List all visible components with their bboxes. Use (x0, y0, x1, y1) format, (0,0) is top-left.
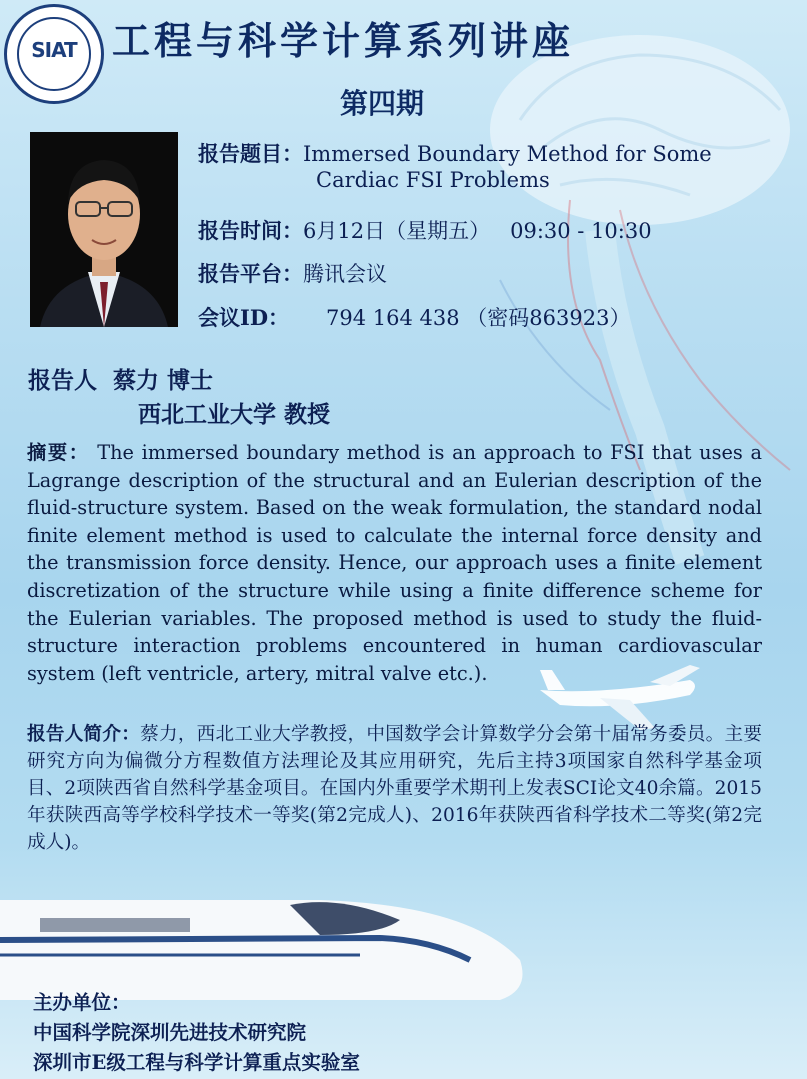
logo-text: SIAT (31, 38, 77, 62)
speaker-bio (27, 721, 762, 856)
page-title: 工程与科学计算系列讲座 (112, 18, 575, 63)
time-label: 报告时间： (198, 218, 303, 243)
platform-value: 腾讯会议 (303, 262, 387, 286)
abstract (27, 439, 762, 687)
meeting-row (198, 302, 630, 332)
host-org1: 中国科学院深圳先进技术研究院 (33, 1021, 307, 1044)
abstract-text: The immersed boundary method is an approach to FSI that uses a Lagrange description of the structural and an Eulerian description of the fluid-structure system. Based on the weak formulation, the standard nodal finite element method is used to calculate the internal force density and the transmission force density. Hence, our approach uses a finite element discretization of the structure while using a finite difference scheme for the Eulerian variables. The proposed method is used to study the fluid-structure interaction problems encountered in human cardiovascular system (left ventricle, artery, mitral valve etc.). (27, 441, 762, 685)
topic-line2: Cardiac FSI Problems (316, 168, 550, 192)
topic-label: 报告题目： (198, 141, 303, 166)
time-row (198, 215, 652, 245)
bio-label: 报告人简介： (27, 724, 141, 745)
topic-line1: Immersed Boundary Method for Some (303, 142, 712, 166)
meeting-label: 会议ID： (198, 305, 290, 330)
meeting-value: 794 164 438 （密码863923） (326, 306, 631, 330)
bio-text: 蔡力，西北工业大学教授，中国数学会计算数学分会第十届常务委员。主要研究方向为偏微分方程数值方法理论及其应用研究，先后主持3项国家自然科学基金项目、2项陕西省自然科学基金项目。在国内外重要学术期刊上发表SCI论文40余篇。2015年获陕西高等学校科学技术一等奖(第2完成人)、2016年获陕西省科学技术二等奖(第2完成人)。 (27, 724, 762, 853)
siat-logo (4, 4, 104, 104)
issue-number: 第四期 (340, 87, 425, 120)
platform-label: 报告平台： (198, 261, 303, 286)
speaker-name: 报告人 蔡力 博士 (28, 367, 214, 394)
abstract-label: 摘要： (27, 441, 90, 464)
topic-row (198, 138, 712, 168)
time-value: 6月12日（星期五） 09:30 - 10:30 (303, 219, 652, 243)
host-block (33, 988, 360, 1078)
host-org2: 深圳市E级工程与科学计算重点实验室 (33, 1051, 360, 1074)
speaker-affiliation: 西北工业大学 教授 (138, 401, 331, 428)
platform-row (198, 258, 387, 288)
host-label: 主办单位： (33, 991, 131, 1014)
speaker-photo (30, 132, 178, 327)
topic-line2-row (316, 168, 550, 192)
speaker-portrait-icon (30, 132, 178, 327)
